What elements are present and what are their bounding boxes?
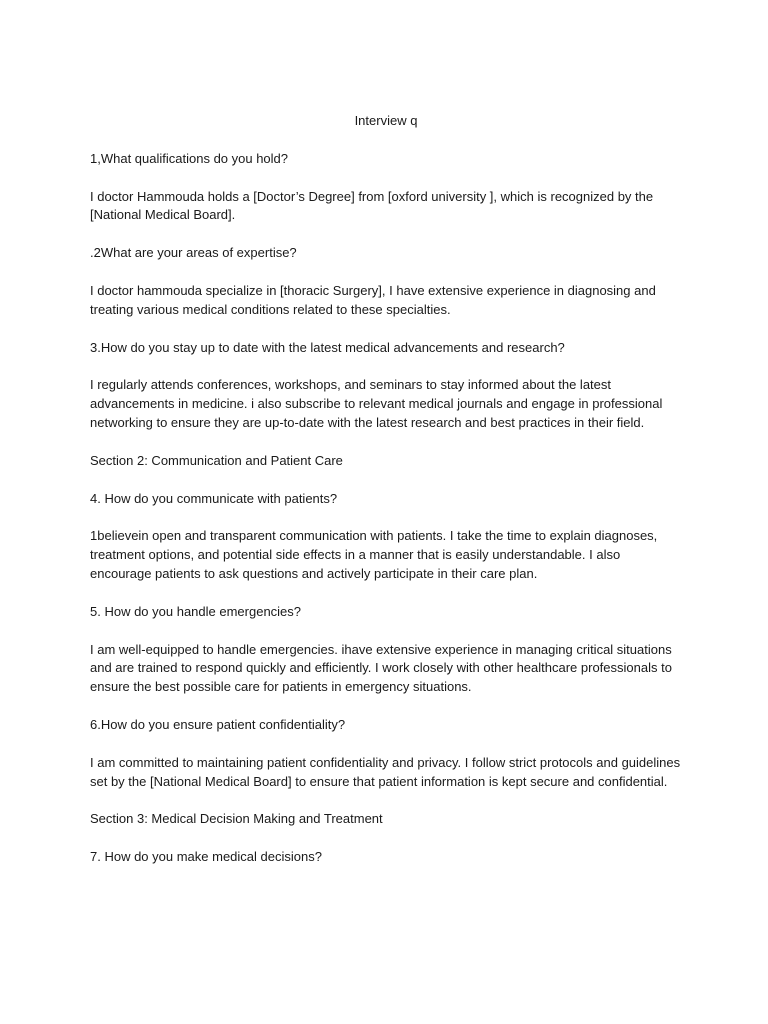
question-decisions: 7. How do you make medical decisions? <box>90 849 322 865</box>
section-heading-decision-making: Section 3: Medical Decision Making and Treatment <box>90 811 383 827</box>
answer-communication: 1believein open and transparent communication with patients. I take the time to explain diagnoses, treatment options, and potential side effects in a manner that is easily understandable. I also encourage patients to ask questions and actively participate in their care plan. <box>90 528 658 581</box>
question-qualifications: 1,What qualifications do you hold? <box>90 150 289 166</box>
question-communication: 4. How do you communicate with patients? <box>90 490 338 506</box>
document-title: Interview q <box>354 113 418 128</box>
question-advancements: 3.How do you stay up to date with the latest medical advancements and research? <box>90 339 565 355</box>
answer-emergencies: I am well-equipped to handle emergencies. ihave extensive experience in managing critical situations and are trained to respond quickly and efficiently. I work closely with other healthcare professionals to ensure the best possible care for patients in emergency situations. <box>90 641 672 695</box>
answer-qualifications: I doctor Hammouda holds a [Doctor’s Degree] from [oxford university ], which is recognized by the [National Medical Board]. <box>90 188 654 223</box>
answer-advancements: I regularly attends conferences, workshops, and seminars to stay informed about the latest advancements in medicine. i also subscribe to relevant medical journals and engage in professional networking to ensure they are up-to-date with the latest research and best practices in their field. <box>90 377 663 430</box>
question-confidentiality: 6.How do you ensure patient confidentiality? <box>90 716 346 732</box>
answer-expertise: I doctor hammouda specialize in [thoracic Surgery], I have extensive experience in diagnosing and treating various medical conditions related to these specialties. <box>90 282 656 317</box>
section-heading-communication: Section 2: Communication and Patient Care <box>90 452 343 468</box>
answer-confidentiality: I am committed to maintaining patient confidentiality and privacy. I follow strict protocols and guidelines set by the [National Medical Board] to ensure that patient information is kept secure and confidential. <box>90 754 681 789</box>
question-emergencies: 5. How do you handle emergencies? <box>90 603 302 619</box>
question-expertise: .2What are your areas of expertise? <box>90 245 297 261</box>
document-body <box>90 112 682 886</box>
